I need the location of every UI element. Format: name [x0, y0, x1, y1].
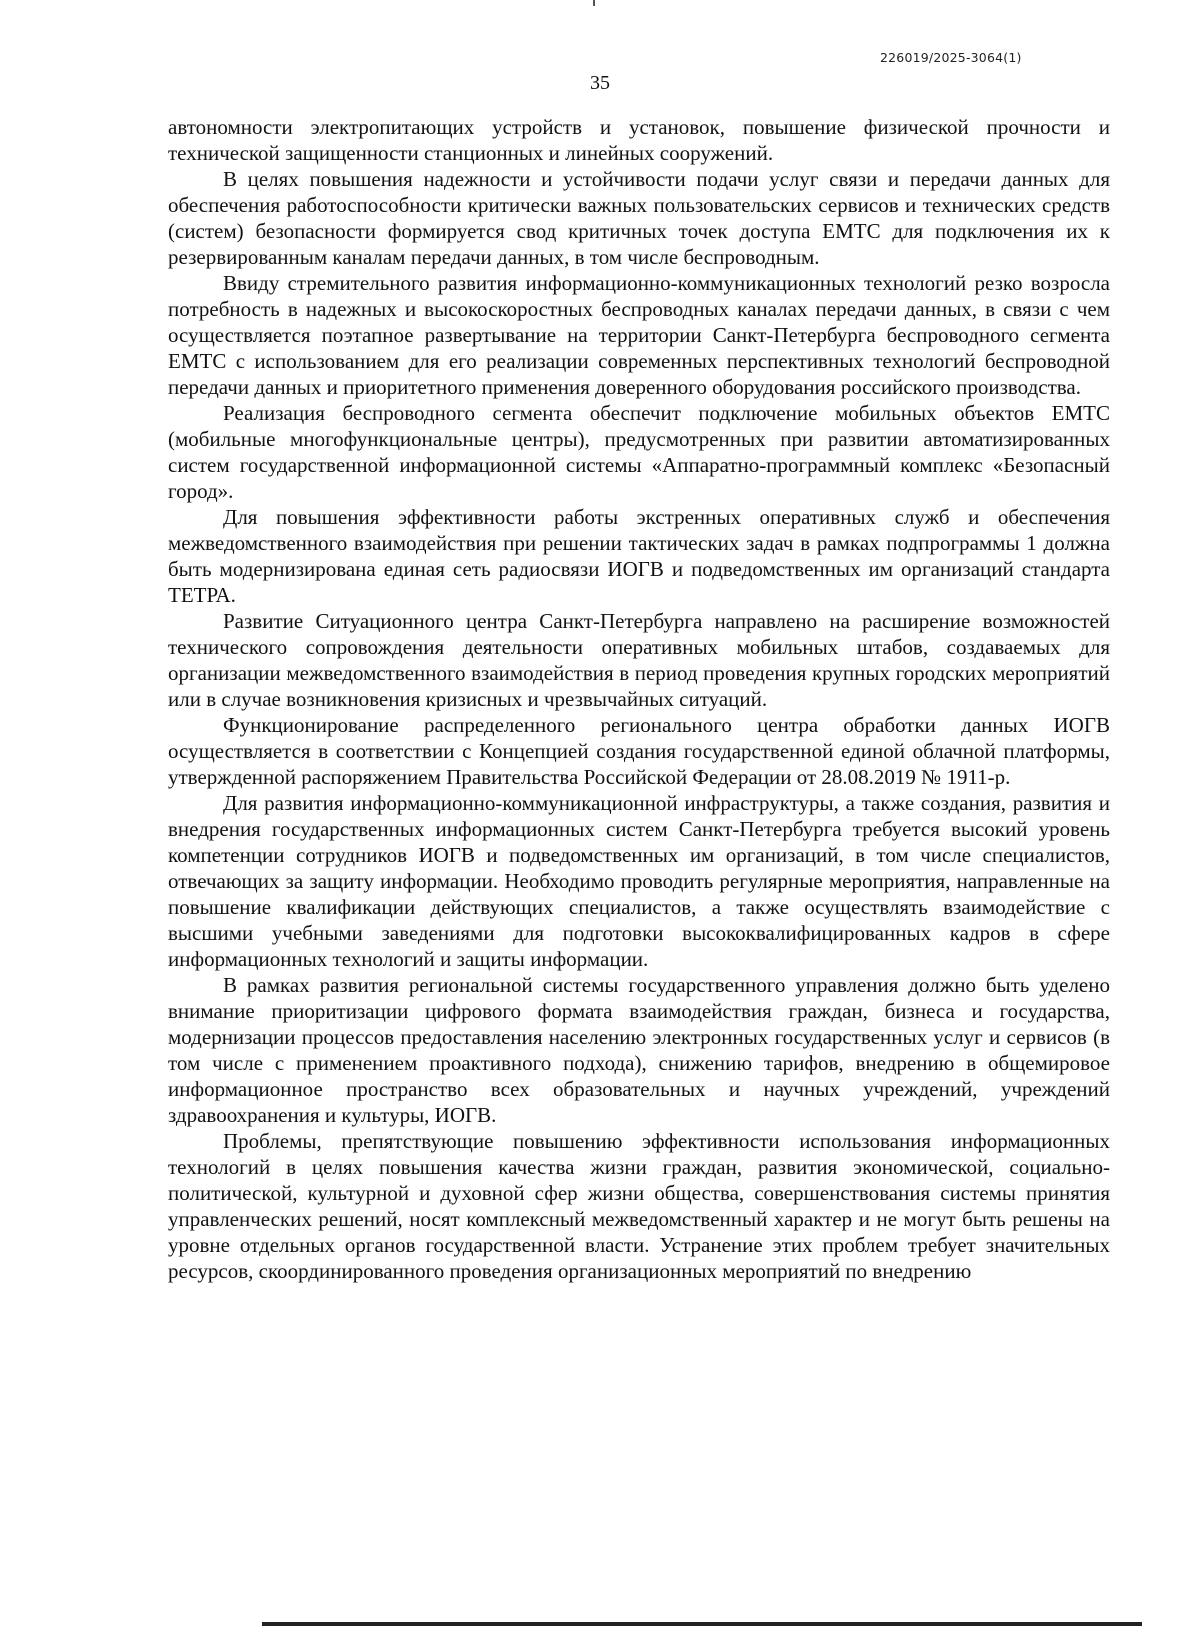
paragraph: Функционирование распределенного регионального центра обработки данных ИОГВ осуществляется в соответствии с Концепцией создания государственной единой облачной платформы, утвержденной распоряжением Правительства Российской Федерации от 28.08.2019 № 1911-р. — [168, 713, 1110, 789]
document-id: 226019/2025-3064(1) — [880, 50, 1022, 65]
paragraph: Развитие Ситуационного центра Санкт-Петербурга направлено на расширение возможностей технического сопровождения деятельности оперативных мобильных штабов, создаваемых для организации межведомственного взаимодействия в период проведения крупных городских мероприятий или в случае возникновения кризисных и чрезвычайных ситуаций. — [168, 609, 1110, 711]
document-body — [168, 114, 1110, 1284]
paragraph: В целях повышения надежности и устойчивости подачи услуг связи и передачи данных для обеспечения работоспособности критически важных пользовательских сервисов и технических средств (систем) безопасности формируется свод критичных точек доступа ЕМТС для подключения их к резервированным каналам передачи данных, в том числе беспроводным. — [168, 167, 1110, 269]
scan-mark — [593, 0, 595, 6]
paragraph: Проблемы, препятствующие повышению эффективности использования информационных технологий в целях повышения качества жизни граждан, развития экономической, социально-политической, культурной и духовной сфер жизни общества, совершенствования системы принятия управленческих решений, носят комплексный межведомственный характер и не могут быть решены на уровне отдельных органов государственной власти. Устранение этих проблем требует значительных ресурсов, скоординированного проведения организационных мероприятий по внедрению — [168, 1129, 1110, 1283]
paragraph: автономности электропитающих устройств и установок, повышение физической прочности и технической защищенности станционных и линейных сооружений. — [168, 115, 1110, 165]
paragraph: В рамках развития региональной системы государственного управления должно быть уделено внимание приоритизации цифрового формата взаимодействия граждан, бизнеса и государства, модернизации процессов предоставления населению электронных государственных услуг и сервисов (в том числе с применением проактивного подхода), снижению тарифов, внедрению в общемировое информационное пространство всех образовательных и научных учреждений, учреждений здравоохранения и культуры, ИОГВ. — [168, 973, 1110, 1127]
paragraph: Для развития информационно-коммуникационной инфраструктуры, а также создания, развития и внедрения государственных информационных систем Санкт-Петербурга требуется высокий уровень компетенции сотрудников ИОГВ и подведомственных им организаций, в том числе специалистов, отвечающих за защиту информации. Необходимо проводить регулярные мероприятия, направленные на повышение квалификации действующих специалистов, а также осуществлять взаимодействие с высшими учебными заведениями для подготовки высококвалифицированных кадров в сфере информационных технологий и защиты информации. — [168, 791, 1110, 971]
paragraph: Для повышения эффективности работы экстренных оперативных служб и обеспечения межведомственного взаимодействия при решении тактических задач в рамках подпрограммы 1 должна быть модернизирована единая сеть радиосвязи ИОГВ и подведомственных им организаций стандарта ТЕТРА. — [168, 505, 1110, 607]
paragraph: Реализация беспроводного сегмента обеспечит подключение мобильных объектов ЕМТС (мобильные многофункциональные центры), предусмотренных при развитии автоматизированных систем государственной информационной системы «Аппаратно-программный комплекс «Безопасный город». — [168, 401, 1110, 503]
page-number: 35 — [590, 72, 610, 94]
paragraph: Ввиду стремительного развития информационно-коммуникационных технологий резко возросла потребность в надежных и высокоскоростных беспроводных каналах передачи данных, в связи с чем осуществляется поэтапное развертывание на территории Санкт-Петербурга беспроводного сегмента ЕМТС с использованием для его реализации современных перспективных технологий беспроводной передачи данных и приоритетного применения доверенного оборудования российского производства. — [168, 271, 1110, 399]
scan-edge-line — [262, 1622, 1142, 1626]
